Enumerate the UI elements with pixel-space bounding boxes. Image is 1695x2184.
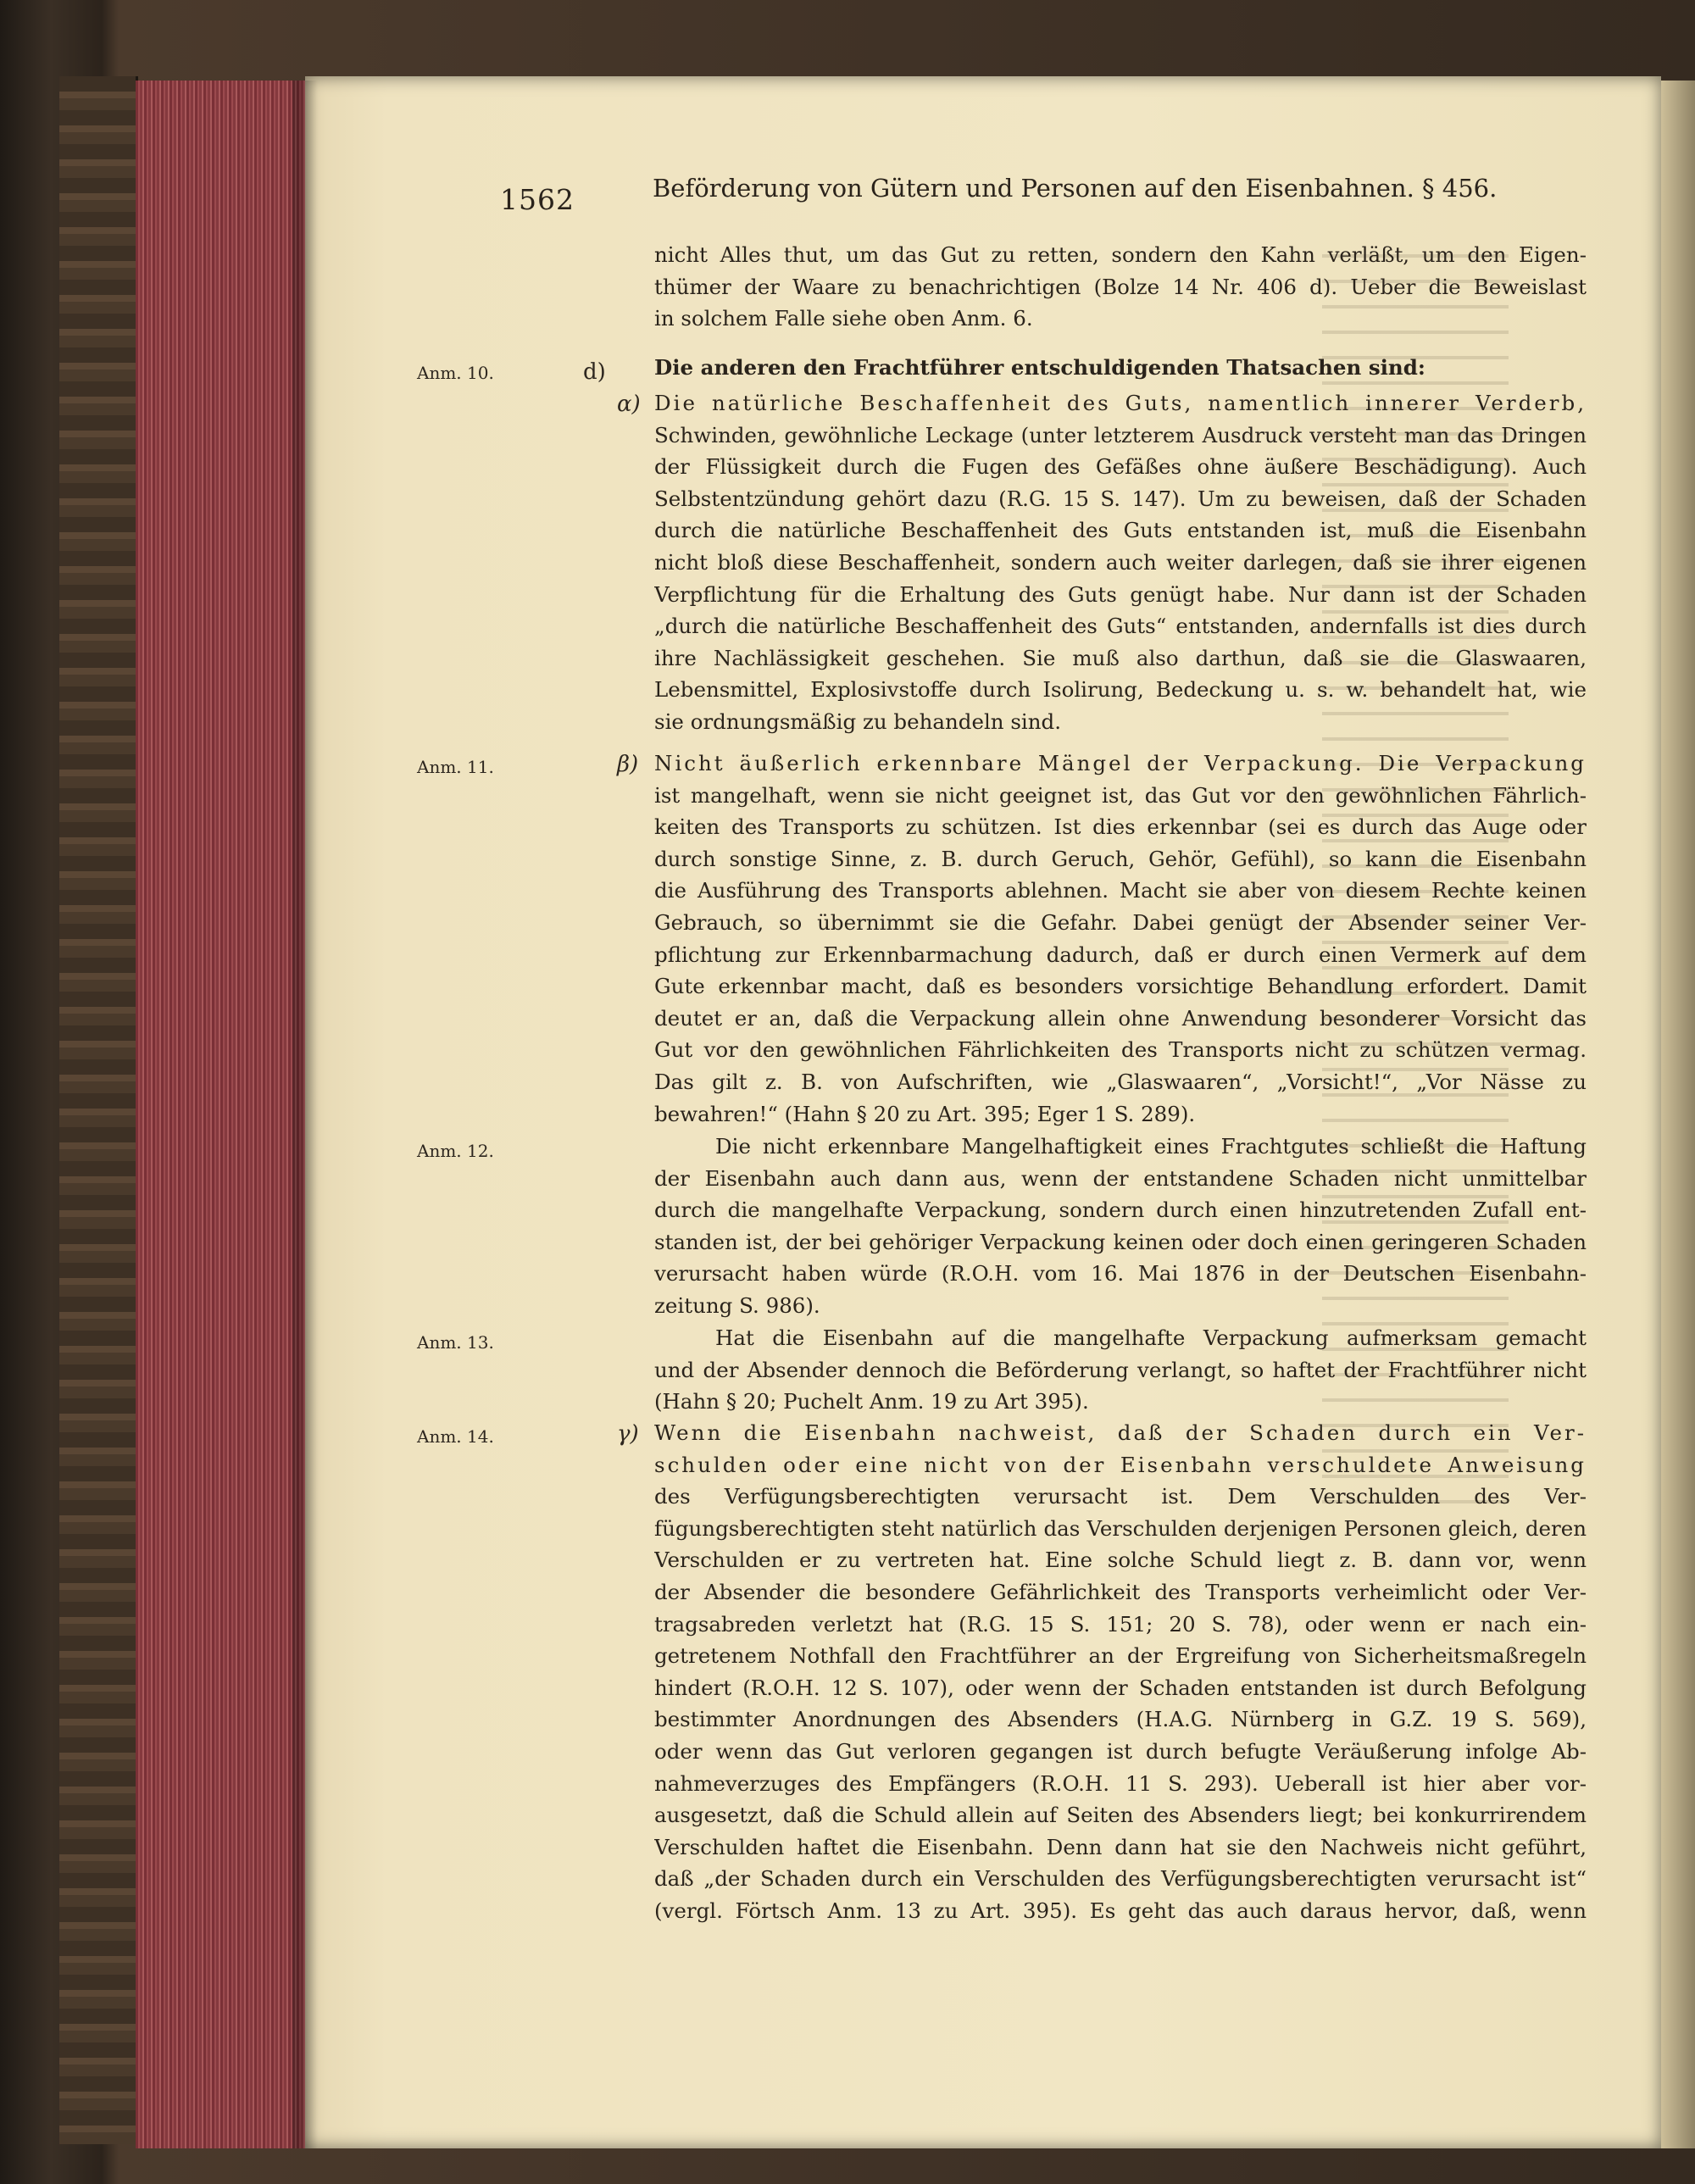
- text-line: Die natürliche Beschaffenheit des Guts, namentlich innerer Verderb,: [654, 391, 1587, 415]
- margin-note-anm-12: Anm. 12.: [417, 1141, 494, 1161]
- text-line: durch die natürliche Beschaffenheit des Guts entstanden ist, muß die Eisenbahn: [654, 518, 1587, 543]
- running-title: Beförderung von Gütern und Personen auf den Eisenbahnen. § 456.: [653, 174, 1498, 203]
- text-line: (vergl. Förtsch Anm. 13 zu Art. 395). Es geht das auch daraus hervor, daß, wenn: [654, 1898, 1587, 1923]
- text-line: Gute erkennbar macht, daß es besonders vorsichtige Behandlung erfordert. Damit: [654, 974, 1587, 999]
- text-line: Verschulden haftet die Eisenbahn. Denn dann hat sie den Nachweis nicht geführt,: [654, 1834, 1587, 1859]
- text-line: fügungsberechtigten steht natürlich das Verschulden derjenigen Personen gleich, deren: [654, 1515, 1587, 1541]
- text-line: des Verfügungsberechtigten verursacht ist. Dem Verschulden des Ver-: [654, 1484, 1587, 1509]
- beta-paragraph: [654, 747, 1587, 1130]
- text-line: nicht Alles thut, um das Gut zu retten, sondern den Kahn verläßt, um den Eigen-: [654, 242, 1587, 267]
- text-line: getretenem Nothfall den Frachtführer an der Ergreifung von Sicherheitsmaßregeln: [654, 1643, 1587, 1669]
- text-line: Nicht äußerlich erkennbare Mängel der Verpackung. Die Verpackung: [654, 751, 1587, 775]
- text-line: durch sonstige Sinne, z. B. durch Geruch, Gehör, Gefühl), so kann die Eisenbahn: [654, 846, 1587, 871]
- text-line: „durch die natürliche Beschaffenheit des Guts“ entstanden, andernfalls ist dies durch: [654, 614, 1587, 639]
- intro-paragraph: [654, 239, 1587, 335]
- marker-d: d): [583, 359, 606, 385]
- margin-note-anm-14: Anm. 14.: [417, 1426, 494, 1447]
- text-line: Die nicht erkennbare Mangelhaftigkeit eines Frachtgutes schließt die Haftung: [715, 1134, 1587, 1159]
- text-line: Hat die Eisenbahn auf die mangelhafte Verpackung aufmerksam gemacht: [715, 1325, 1587, 1350]
- facing-page-edge: [1661, 81, 1695, 2148]
- text-line: keiten des Transports zu schützen. Ist dies erkennbar (sei es durch das Auge oder: [654, 814, 1587, 840]
- text-line: Lebensmittel, Explosivstoffe durch Isolirung, Bedeckung u. s. w. behandelt hat, wie: [654, 677, 1587, 703]
- text-line: Verschulden er zu vertreten hat. Eine solche Schuld liegt z. B. dann vor, wenn: [654, 1548, 1587, 1573]
- anm12-paragraph: [654, 1131, 1587, 1322]
- text-line: Selbstentzündung gehört dazu (R.G. 15 S. 147). Um zu beweisen, daß der Schaden: [654, 486, 1587, 511]
- text-line: durch die mangelhafte Verpackung, sondern durch einen hinzutretenden Zufall ent-: [654, 1198, 1587, 1223]
- page-edges: [136, 81, 305, 2148]
- text-line: nahmeverzuges des Empfängers (R.O.H. 11 S. 293). Ueberall ist hier aber vor-: [654, 1770, 1587, 1796]
- text-line: die Ausführung des Transports ablehnen. Macht sie aber von diesem Rechte keinen: [654, 878, 1587, 903]
- text-line: ihre Nachlässigkeit geschehen. Sie muß also darthun, daß sie die Glaswaaren,: [654, 645, 1587, 670]
- gutter-shadow: [292, 81, 318, 2148]
- text-line: bewahren!“ (Hahn § 20 zu Art. 395; Eger 1 S. 289).: [654, 1101, 1196, 1126]
- text-line: sie ordnungsmäßig zu behandeln sind.: [654, 709, 1062, 734]
- text-line: bestimmter Anordnungen des Absenders (H.A.G. Nürnberg in G.Z. 19 S. 569),: [654, 1707, 1587, 1732]
- text-line: oder wenn das Gut verloren gegangen ist durch befugte Veräußerung infolge Ab-: [654, 1738, 1587, 1764]
- text-line: verursacht haben würde (R.O.H. vom 16. Mai 1876 in der Deutschen Eisenbahn-: [654, 1261, 1587, 1287]
- section-d-heading: Die anderen den Frachtführer entschuldigenden Thatsachen sind:: [654, 355, 1425, 380]
- gamma-paragraph: [654, 1417, 1587, 1927]
- text-line: ausgesetzt, daß die Schuld allein auf Seiten des Absenders liegt; bei konkurrirendem: [654, 1803, 1587, 1828]
- book-spine: [59, 76, 138, 2144]
- text-line: zeitung S. 986).: [654, 1292, 820, 1318]
- page-number: 1562: [500, 183, 575, 216]
- marker-gamma: γ): [617, 1421, 639, 1447]
- text-line: in solchem Falle siehe oben Anm. 6.: [654, 306, 1033, 331]
- alpha-paragraph: [654, 387, 1587, 738]
- text-line: thümer der Waare zu benachrichtigen (Bolze 14 Nr. 406 d). Ueber die Beweislast: [654, 274, 1587, 299]
- margin-note-anm-11: Anm. 11.: [417, 757, 494, 777]
- text-line: der Absender die besondere Gefährlichkeit des Transports verheimlicht oder Ver-: [654, 1579, 1587, 1604]
- text-line: Gut vor den gewöhnlichen Fährlichkeiten des Transports nicht zu schützen vermag.: [654, 1037, 1587, 1063]
- text-line: daß „der Schaden durch ein Verschulden des Verfügungsberechtigten verursacht ist“: [654, 1866, 1587, 1892]
- text-line: deutet er an, daß die Verpackung allein ohne Anwendung besonderer Vorsicht das: [654, 1005, 1587, 1031]
- text-line: Verpflichtung für die Erhaltung des Guts genügt habe. Nur dann ist der Schaden: [654, 581, 1587, 607]
- text-line: und der Absender dennoch die Beförderung verlangt, so haftet der Frachtführer nicht: [654, 1357, 1587, 1382]
- section-d-heading-block: [654, 352, 1587, 384]
- text-line: Wenn die Eisenbahn nachweist, daß der Schaden durch ein Ver-: [654, 1420, 1587, 1445]
- text-line: pflichtung zur Erkennbarmachung dadurch, daß er durch einen Vermerk auf dem: [654, 942, 1587, 967]
- marker-beta: β): [617, 752, 639, 777]
- text-line: (Hahn § 20; Puchelt Anm. 19 zu Art 395).: [654, 1389, 1089, 1414]
- margin-note-anm-10: Anm. 10.: [417, 363, 494, 383]
- text-line: Gebrauch, so übernimmt sie die Gefahr. Dabei genügt der Absender seiner Ver-: [654, 909, 1587, 935]
- text-line: Schwinden, gewöhnliche Leckage (unter letzterem Ausdruck versteht man das Dringen: [654, 422, 1587, 447]
- text-line: standen ist, der bei gehöriger Verpackung keinen oder doch einen geringeren Schaden: [654, 1229, 1587, 1254]
- text-line: der Eisenbahn auch dann aus, wenn der entstandene Schaden nicht unmittelbar: [654, 1165, 1587, 1191]
- text-line: schulden oder eine nicht von der Eisenbahn verschuldete Anweisung: [654, 1452, 1587, 1477]
- text-line: der Flüssigkeit durch die Fugen des Gefäßes ohne äußere Beschädigung). Auch: [654, 454, 1587, 480]
- text-line: nicht bloß diese Beschaffenheit, sondern auch weiter darlegen, daß sie ihrer eigenen: [654, 549, 1587, 575]
- text-line: tragsabreden verletzt hat (R.G. 15 S. 151; 20 S. 78), oder wenn er nach ein-: [654, 1611, 1587, 1637]
- anm13-paragraph: [654, 1322, 1587, 1418]
- text-line: hindert (R.O.H. 12 S. 107), oder wenn der Schaden entstanden ist durch Befolgung: [654, 1675, 1587, 1700]
- marker-alpha: α): [617, 392, 641, 417]
- text-line: ist mangelhaft, wenn sie nicht geeignet ist, das Gut vor den gewöhnlichen Fährlich-: [654, 782, 1587, 808]
- margin-note-anm-13: Anm. 13.: [417, 1332, 494, 1353]
- text-line: Das gilt z. B. von Aufschriften, wie „Glaswaaren“, „Vorsicht!“, „Vor Nässe zu: [654, 1069, 1587, 1094]
